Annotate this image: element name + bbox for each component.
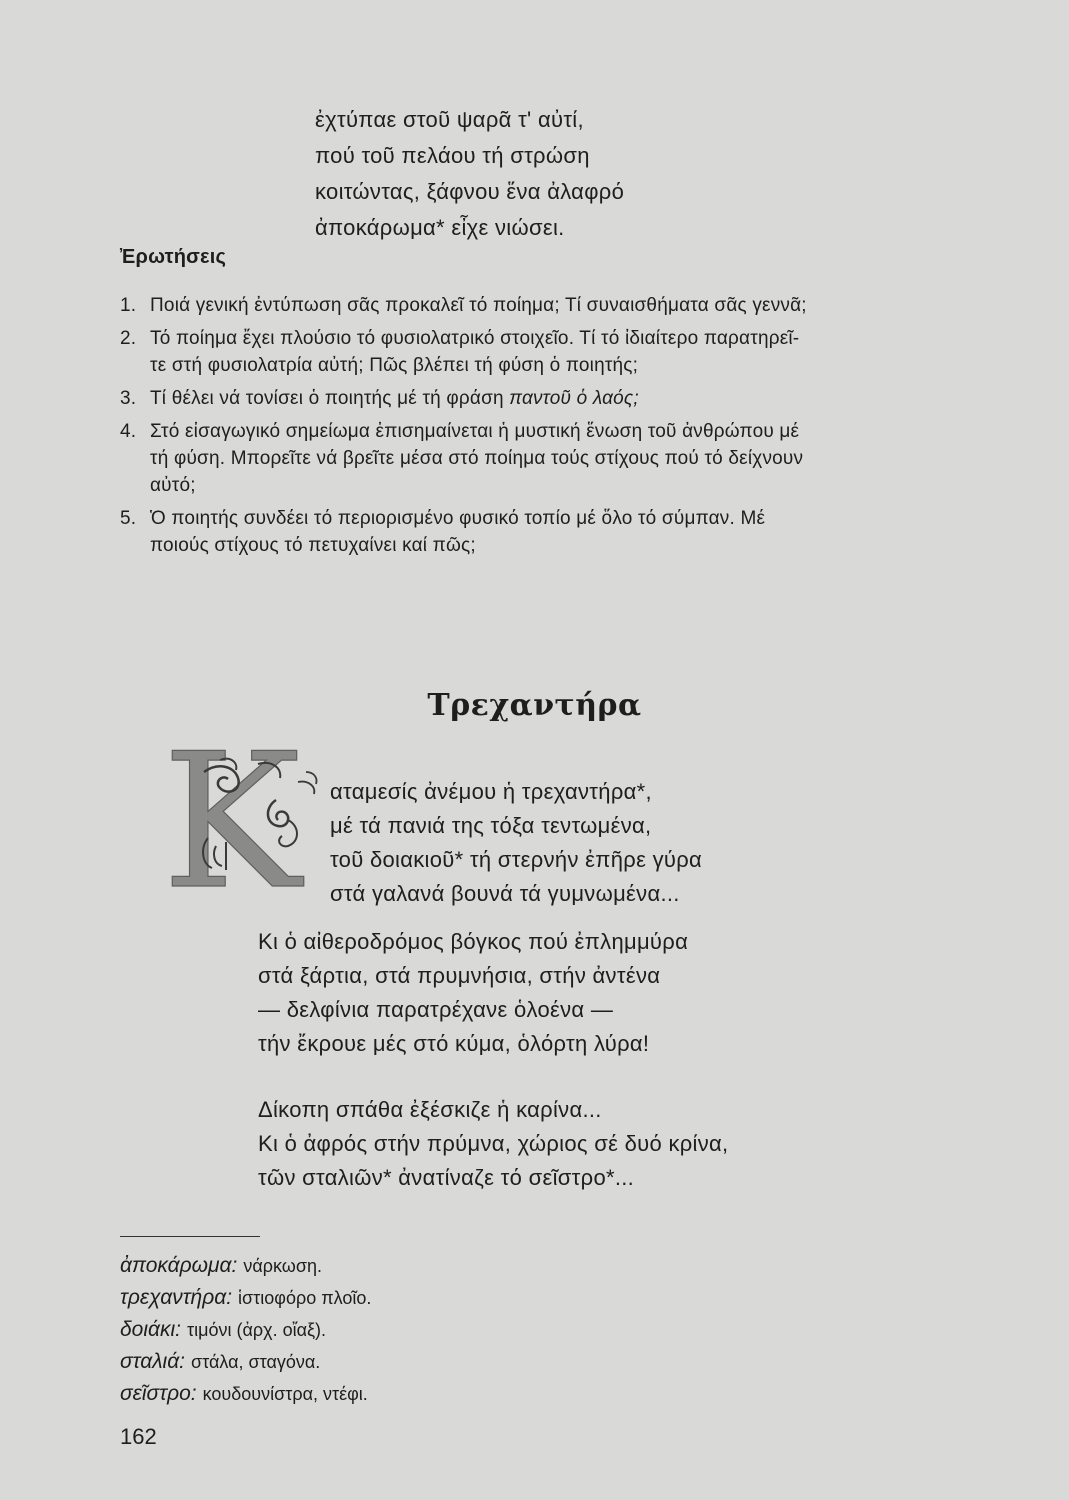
poem-stanza xyxy=(258,1093,728,1195)
dropcap-ornament xyxy=(158,742,328,892)
poem-line: Κι ὁ αἰθεροδρόμος βόγκος πού ἐπλημμύρα xyxy=(258,929,689,954)
footnote-definition: νάρκωση. xyxy=(243,1256,322,1276)
question-number: 4. xyxy=(120,421,137,442)
footnote xyxy=(120,1250,371,1282)
question-item xyxy=(120,325,990,379)
question-item xyxy=(120,292,990,319)
footnote xyxy=(120,1378,371,1410)
poem-line: Κι ὁ ἀφρός στήν πρύμνα, χώριος σέ δυό κρίνα, xyxy=(258,1131,729,1156)
question-item xyxy=(120,385,990,412)
poem-line: ἐχτύπαε στοῦ ψαρᾶ τ' αὐτί, xyxy=(315,107,584,132)
poem-line: στά γαλανά βουνά τά γυμνωμένα... xyxy=(330,881,680,906)
footnote-term: δοιάκι: xyxy=(120,1318,181,1341)
poem-line: κοιτώντας, ξάφνου ἕνα ἀλαφρό xyxy=(315,179,625,204)
footnote-definition: κουδουνίστρα, ντέφι. xyxy=(202,1384,368,1404)
question-text: Τί θέλει νά τονίσει ὁ ποιητής μέ τή φράση xyxy=(150,388,510,409)
question-text: αὐτό; xyxy=(150,475,196,496)
poem-line: τῶν σταλιῶν* ἀνατίναζε τό σεῖστρο*... xyxy=(258,1165,635,1190)
footnote xyxy=(120,1314,371,1346)
footnotes xyxy=(120,1250,371,1410)
poem-title: Τρεχαντήρα xyxy=(427,688,642,723)
footnote-definition: ἱστιοφόρο πλοῖο. xyxy=(238,1288,372,1308)
footnote xyxy=(120,1346,371,1378)
poem-line: Δίκοπη σπάθα ἐξέσκιζε ἡ καρίνα... xyxy=(258,1097,602,1122)
questions-heading: Ἐρωτήσεις xyxy=(120,246,227,268)
poem-line: — δελφίνια παρατρέχανε ὁλοένα — xyxy=(258,997,614,1022)
question-text: ποιούς στίχους τό πετυχαίνει καί πῶς; xyxy=(150,535,476,556)
poem-line: μέ τά πανιά της τόξα τεντωμένα, xyxy=(330,813,652,838)
poem-continuation xyxy=(315,102,815,246)
question-number: 1. xyxy=(120,295,137,316)
poem-line: στά ξάρτια, στά πρυμνήσια, στήν ἀντένα xyxy=(258,963,661,988)
footnote-divider xyxy=(120,1236,260,1237)
poem-stanza xyxy=(330,775,702,911)
footnote-term: τρεχαντήρα: xyxy=(120,1286,233,1309)
poem-stanza xyxy=(258,925,688,1061)
question-number: 2. xyxy=(120,328,137,349)
question-text: Στό εἰσαγωγικό σημείωμα ἐπισημαίνεται ἡ μυστική ἕνωση τοῦ ἀνθρώπου μέ xyxy=(150,421,800,442)
poem-line: τήν ἔκρουε μές στό κύμα, ὁλόρτη λύρα! xyxy=(258,1031,650,1056)
poem-line: τοῦ δοιακιοῦ* τή στερνήν ἐπῆρε γύρα xyxy=(330,847,703,872)
poem-line: ἀποκάρωμα* εἶχε νιώσει. xyxy=(315,215,565,240)
question-text: τή φύση. Μπορεῖτε νά βρεῖτε μέσα στό ποίημα τούς στίχους πού τό δείχνουν xyxy=(150,448,804,469)
question-text: Τό ποίημα ἔχει πλούσιο τό φυσιολατρικό στοιχεῖο. Τί τό ἰδιαίτερο παρατηρεῖ- xyxy=(150,328,800,349)
poem-line: πού τοῦ πελάου τή στρώση xyxy=(315,143,590,168)
question-text: τε στή φυσιολατρία αὐτή; Πῶς βλέπει τή φύση ὁ ποιητής; xyxy=(150,355,639,376)
footnote xyxy=(120,1282,371,1314)
question-text: Ὁ ποιητής συνδέει τό περιορισμένο φυσικό τοπίο μέ ὅλο τό σύμπαν. Μέ xyxy=(150,508,766,529)
question-item xyxy=(120,418,990,499)
footnote-definition: στάλα, σταγόνα. xyxy=(191,1352,321,1372)
footnote-term: σταλιά: xyxy=(120,1350,186,1373)
footnote-definition: τιμόνι (ἀρχ. οἴαξ). xyxy=(187,1320,327,1340)
footnote-term: σεῖστρο: xyxy=(120,1382,197,1405)
footnote-term: ἀποκάρωμα: xyxy=(120,1254,238,1277)
question-text: Ποιά γενική ἐντύπωση σᾶς προκαλεῖ τό ποίημα; Τί συναισθήματα σᾶς γεννᾶ; xyxy=(150,295,807,316)
question-number: 3. xyxy=(120,388,137,409)
page-number: 162 xyxy=(120,1424,157,1449)
questions-list xyxy=(120,292,990,565)
question-item xyxy=(120,505,990,559)
question-emphasis: παντοῦ ὁ λαός; xyxy=(509,388,639,409)
dropcap-letter: Κ xyxy=(162,742,301,892)
poem-line: αταμεσίς ἀνέμου ἡ τρεχαντήρα*, xyxy=(330,779,652,804)
question-number: 5. xyxy=(120,508,137,529)
